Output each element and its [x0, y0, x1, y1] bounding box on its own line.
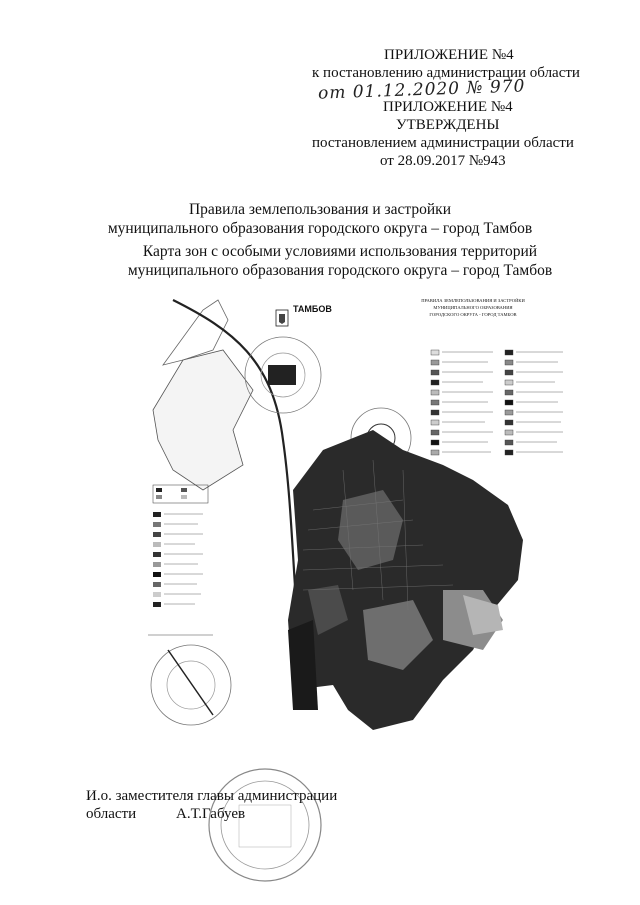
signer-name: А.Т.Габуев [176, 806, 246, 822]
map-title-line1: Карта зон с особыми условиями использования территорий [142, 243, 538, 260]
document-title-line1: Правила землепользования и застройки [188, 201, 451, 218]
approved-by-decree: постановлением администрации области [312, 135, 574, 151]
west-block [288, 620, 318, 710]
appendix-label: ПРИЛОЖЕНИЕ №4 [384, 47, 514, 63]
map-title-line2: муниципального образования городского округа – город Тамбов [127, 262, 553, 279]
document-title-line2: муниципального образования городского округа – город Тамбов [107, 220, 533, 237]
approved-label: УТВЕРЖДЕНЫ [396, 117, 500, 133]
signer-region: области [86, 806, 137, 822]
legend-title-1: ПРАВИЛА ЗЕМЛЕПОЛЬЗОВАНИЯ И ЗАСТРОЙКИ [421, 298, 525, 303]
signer-position: И.о. заместителя главы администрации [86, 788, 338, 804]
map-city-label: ТАМБОВ [293, 304, 332, 314]
zone-block-1 [268, 365, 296, 385]
handwritten-date-number: от 01.12.2020 № 970 [317, 76, 526, 104]
legend-title-2: МУНИЦИПАЛЬНОГО ОБРАЗОВАНИЯ [433, 305, 513, 310]
appendix-label-2: ПРИЛОЖЕНИЕ №4 [383, 99, 513, 115]
zoning-map [143, 290, 575, 740]
decree-ref: к постановлению администрации области [312, 65, 580, 81]
original-decree-date: от 28.09.2017 №943 [380, 153, 506, 169]
legend-title-3: ГОРОДСКОГО ОКРУГА - ГОРОД ТАМБОВ [429, 312, 517, 317]
official-stamp [205, 765, 325, 885]
